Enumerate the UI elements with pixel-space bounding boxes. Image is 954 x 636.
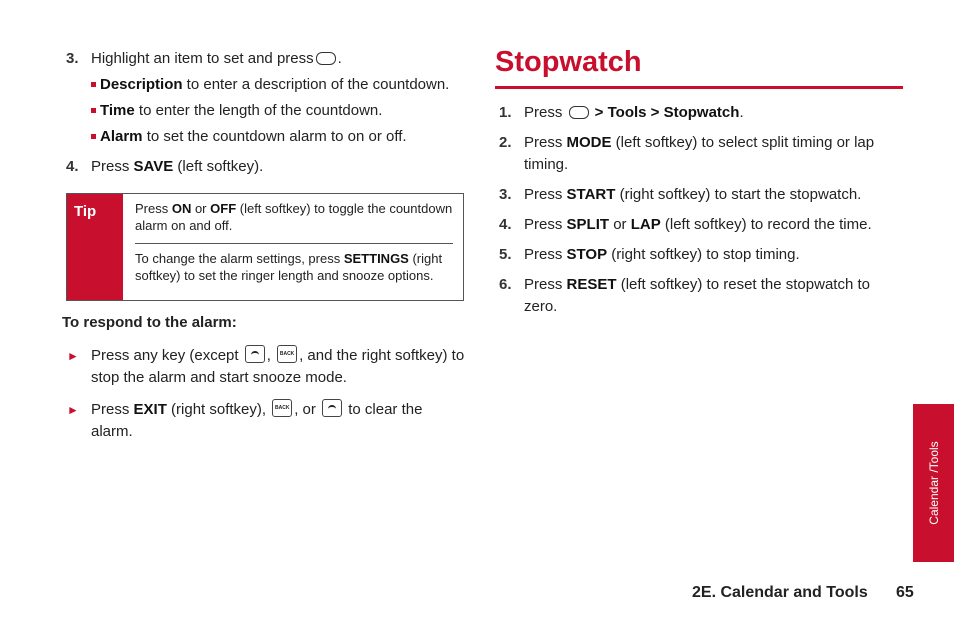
end-key-icon	[322, 399, 342, 417]
triangle-arrow-icon: ►	[67, 403, 79, 417]
tip-body	[135, 200, 453, 284]
tip-box	[66, 193, 464, 301]
back-key-icon: BACK	[277, 345, 297, 363]
stopwatch-step-3: 3. Press START (right softkey) to start the stopwatch.	[499, 186, 862, 203]
bullet-description: Description to enter a description of the countdown.	[62, 74, 466, 96]
footer-page-number: 65	[896, 584, 914, 601]
back-key-icon: BACK	[272, 399, 292, 417]
stopwatch-step-5: 5. Press STOP (right softkey) to stop timing.	[499, 246, 800, 263]
step-number: 3.	[66, 50, 79, 67]
bullet-alarm: Alarm to set the countdown alarm to on or off.	[62, 126, 466, 148]
step-4: 4. Press SAVE (left softkey).	[62, 156, 466, 178]
stopwatch-step-1: 1. Press > Tools > Stopwatch.	[499, 104, 744, 121]
tip-paragraph-2: To change the alarm settings, press SETTINGS (right softkey) to set the ringer length and snooze options.	[135, 251, 443, 283]
left-column	[62, 48, 466, 178]
triangle-arrow-icon: ►	[67, 349, 79, 363]
title-rule	[495, 86, 903, 89]
right-column	[495, 44, 903, 326]
side-tab-label: Calendar /Tools	[926, 441, 941, 525]
subheading-respond-alarm: To respond to the alarm:	[62, 314, 237, 331]
section-title: Stopwatch	[495, 46, 642, 78]
stopwatch-step-2: 2. Press MODE (left softkey) to select split timing or lap timing.	[499, 134, 875, 173]
square-bullet-icon	[91, 134, 96, 139]
stopwatch-steps	[495, 102, 903, 318]
square-bullet-icon	[91, 82, 96, 87]
footer-section-name: 2E. Calendar and Tools	[692, 584, 868, 601]
oval-key-icon	[569, 106, 589, 119]
step-number: 4.	[66, 158, 79, 175]
section-side-tab	[913, 404, 954, 562]
square-bullet-icon	[91, 108, 96, 113]
bullet-time: Time to enter the length of the countdown.	[62, 100, 466, 122]
stopwatch-step-4: 4. Press SPLIT or LAP (left softkey) to record the time.	[499, 216, 872, 233]
end-key-icon	[245, 345, 265, 363]
arrow-item-snooze: ► Press any key (except , BACK , and the right softkey) to stop the alarm and start snooze mode.	[67, 347, 465, 386]
oval-key-icon	[316, 52, 336, 65]
tip-label: Tip	[67, 194, 123, 300]
tip-paragraph-1: Press ON or OFF (left softkey) to toggle the countdown alarm on and off.	[135, 201, 453, 233]
arrow-item-clear: ► Press EXIT (right softkey), BACK , or to clear the alarm.	[67, 401, 423, 440]
step-3: 3. Highlight an item to set and press .	[62, 48, 466, 70]
stopwatch-step-6: 6. Press RESET (left softkey) to reset the stopwatch to zero.	[499, 276, 870, 315]
tip-divider	[135, 243, 453, 244]
